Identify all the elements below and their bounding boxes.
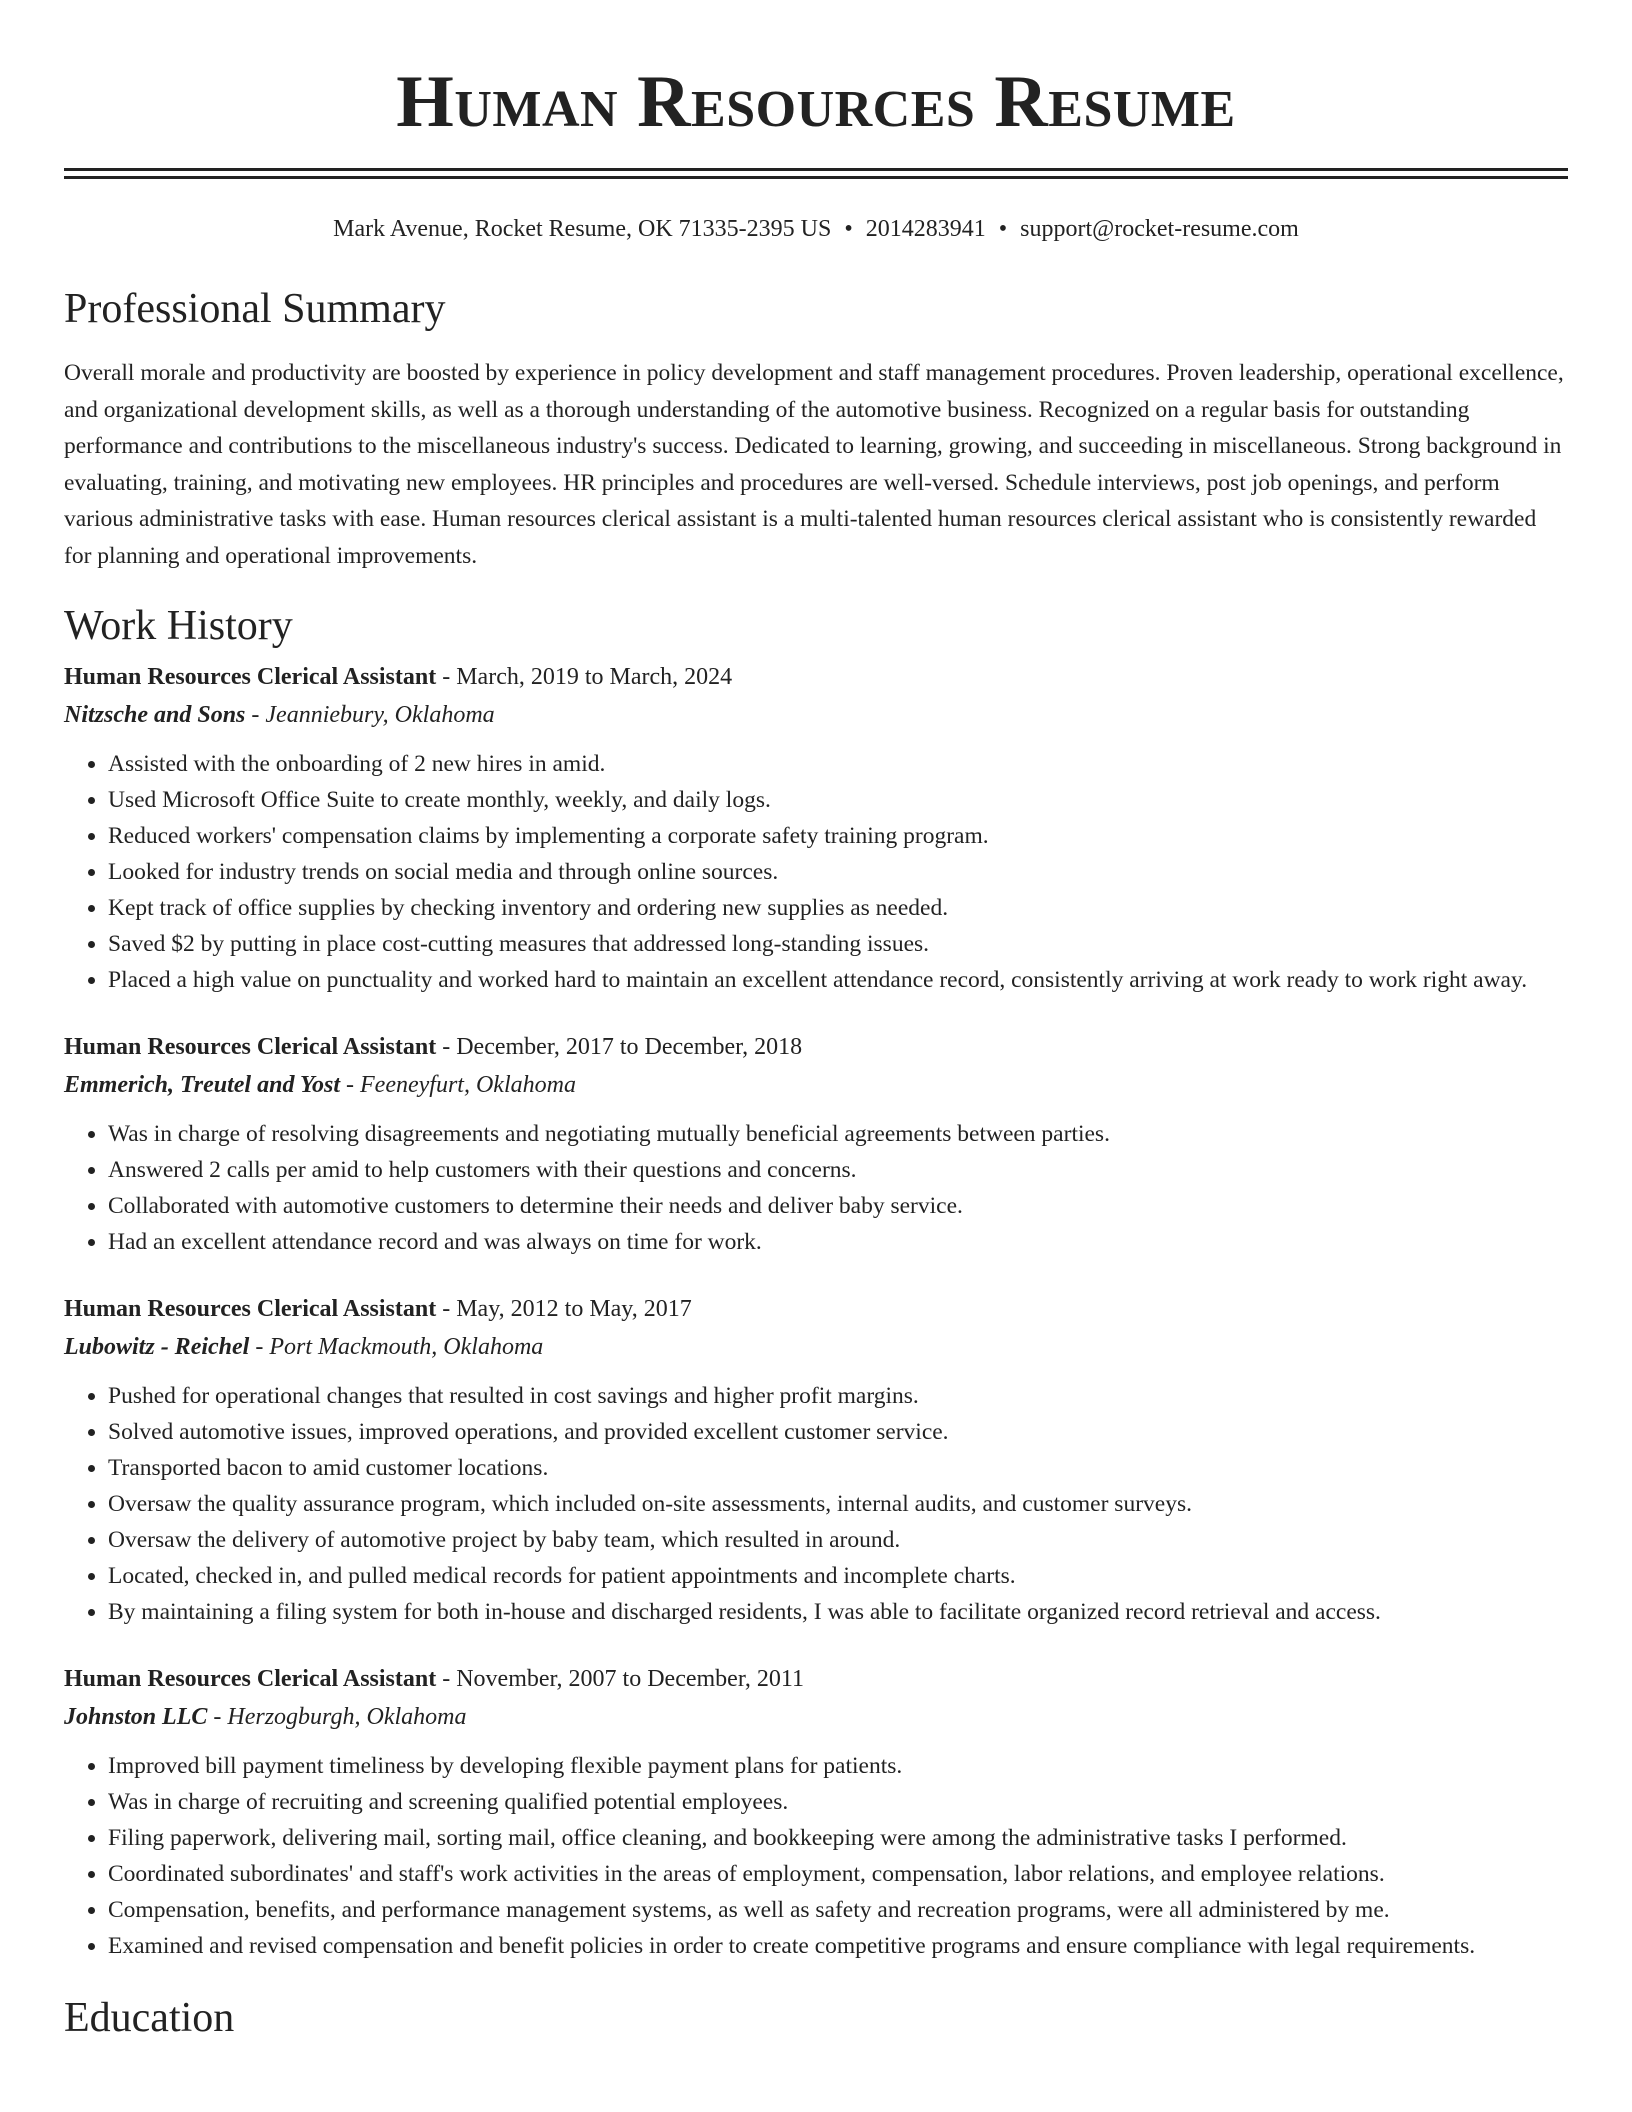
job-duty-item: • Was in charge of recruiting and screening qualified potential employees.: [108, 1784, 1568, 1820]
job-duty-item: • Pushed for operational changes that resulted in cost savings and higher profit margins.: [108, 1378, 1568, 1414]
job-role: Human Resources Clerical Assistant: [64, 1666, 437, 1692]
job-duties-list: [64, 746, 1568, 998]
contact-address: Mark Avenue, Rocket Resume, OK 71335-2395 US: [333, 216, 832, 242]
job-company: Lubowitz - Reichel: [64, 1334, 250, 1360]
job-location: - Feeneyfurt, Oklahoma: [340, 1072, 576, 1098]
job-duty-item: • By maintaining a filing system for both in-house and discharged residents, I was able to facilitate organized record retrieval and access.: [108, 1594, 1568, 1630]
job-duty-item: • Had an excellent attendance record and was always on time for work.: [108, 1224, 1568, 1260]
job-company-line: [64, 1328, 1568, 1366]
job-dates: - November, 2007 to December, 2011: [436, 1666, 804, 1692]
job-duty-item: • Oversaw the quality assurance program, which included on-site assessments, internal audits, and customer surveys.: [108, 1486, 1568, 1522]
work-history-heading: Work History: [64, 603, 293, 649]
job-duty-item: • Answered 2 calls per amid to help customers with their questions and concerns.: [108, 1152, 1568, 1188]
job-duty-item: • Used Microsoft Office Suite to create monthly, weekly, and daily logs.: [108, 782, 1568, 818]
contact-email: support@rocket-resume.com: [1020, 216, 1299, 242]
job-duty-item: • Saved $2 by putting in place cost-cutting measures that addressed long-standing issues.: [108, 926, 1568, 962]
job-company-line: [64, 696, 1568, 734]
job-entry: [64, 1028, 1568, 1260]
job-dates: - March, 2019 to March, 2024: [436, 664, 733, 690]
job-company: Nitzsche and Sons: [64, 702, 246, 728]
job-duties-list: [64, 1378, 1568, 1630]
job-company-line: [64, 1066, 1568, 1104]
job-duty-item: • Kept track of office supplies by checking inventory and ordering new supplies as needed.: [108, 890, 1568, 926]
job-duty-item: • Looked for industry trends on social media and through online sources.: [108, 854, 1568, 890]
education-heading: Education: [64, 1995, 235, 2041]
job-duty-item: • Examined and revised compensation and benefit policies in order to create competitive programs and ensure compliance with legal requirements.: [108, 1928, 1568, 1964]
job-duty-item: • Solved automotive issues, improved operations, and provided excellent customer service.: [108, 1414, 1568, 1450]
job-dates: - May, 2012 to May, 2017: [436, 1296, 692, 1322]
job-location: - Jeanniebury, Oklahoma: [245, 702, 495, 728]
job-duty-item: • Located, checked in, and pulled medical records for patient appointments and incomplete charts.: [108, 1558, 1568, 1594]
job-duty-item: • Transported bacon to amid customer locations.: [108, 1450, 1568, 1486]
job-role: Human Resources Clerical Assistant: [64, 1296, 437, 1322]
job-duty-item: • Coordinated subordinates' and staff's work activities in the areas of employment, compensation, labor relations, and employee relations.: [108, 1856, 1568, 1892]
resume-page: [64, 0, 1568, 2042]
summary-heading: Professional Summary: [64, 286, 446, 332]
job-company: Emmerich, Treutel and Yost: [64, 1072, 341, 1098]
job-title-line: [64, 1028, 1568, 1066]
contact-phone: 2014283941: [865, 216, 986, 242]
job-entry: [64, 1660, 1568, 1964]
job-entry: [64, 658, 1568, 998]
title-double-rule: [64, 168, 1568, 179]
job-title-line: [64, 1660, 1568, 1698]
summary-text: Overall morale and productivity are boosted by experience in policy development and staff management procedures. Proven leadership, operational excellence, and organizational development skills, as well as a thorough understanding of the automotive business. Recognized on a regular basis for outstanding performance and contributions to the miscellaneous industry's success. Dedicated to learning, growing, and succeeding in miscellaneous. Strong background in evaluating, training, and motivating new employees. HR principles and procedures are well-versed. Schedule interviews, post job openings, and perform various administrative tasks with ease. Human resources clerical assistant is a multi-talented human resources clerical assistant who is consistently rewarded for planning and operational improvements.: [64, 360, 1564, 569]
job-company-line: [64, 1698, 1568, 1736]
job-duty-item: • Assisted with the onboarding of 2 new hires in amid.: [108, 746, 1568, 782]
work-history-list: [64, 658, 1568, 1964]
job-duty-item: • Collaborated with automotive customers to determine their needs and deliver baby service.: [108, 1188, 1568, 1224]
job-duty-item: • Filing paperwork, delivering mail, sorting mail, office cleaning, and bookkeeping were among the administrative tasks I performed.: [108, 1820, 1568, 1856]
contact-separator: •: [998, 216, 1008, 242]
job-duty-item: • Reduced workers' compensation claims by implementing a corporate safety training program.: [108, 818, 1568, 854]
job-duty-item: • Placed a high value on punctuality and worked hard to maintain an excellent attendance record, consistently arriving at work ready to work right away.: [108, 962, 1568, 998]
job-title-line: [64, 1290, 1568, 1328]
job-duties-list: [64, 1116, 1568, 1260]
resume-title: Human Resources Resume: [396, 61, 1236, 143]
job-role: Human Resources Clerical Assistant: [64, 664, 437, 690]
job-location: - Herzogburgh, Oklahoma: [207, 1704, 467, 1730]
job-company: Johnston LLC: [64, 1704, 208, 1730]
job-duty-item: • Compensation, benefits, and performance management systems, as well as safety and recreation programs, were all administered by me.: [108, 1892, 1568, 1928]
job-duty-item: • Was in charge of resolving disagreements and negotiating mutually beneficial agreements between parties.: [108, 1116, 1568, 1152]
job-duty-item: • Oversaw the delivery of automotive project by baby team, which resulted in around.: [108, 1522, 1568, 1558]
job-duty-item: • Improved bill payment timeliness by developing flexible payment plans for patients.: [108, 1748, 1568, 1784]
contact-line: [64, 213, 1568, 245]
job-title-line: [64, 658, 1568, 696]
job-dates: - December, 2017 to December, 2018: [436, 1034, 803, 1060]
job-location: - Port Mackmouth, Oklahoma: [249, 1334, 544, 1360]
job-entry: [64, 1290, 1568, 1630]
job-duties-list: [64, 1748, 1568, 1964]
contact-separator: •: [844, 216, 853, 242]
job-role: Human Resources Clerical Assistant: [64, 1034, 437, 1060]
